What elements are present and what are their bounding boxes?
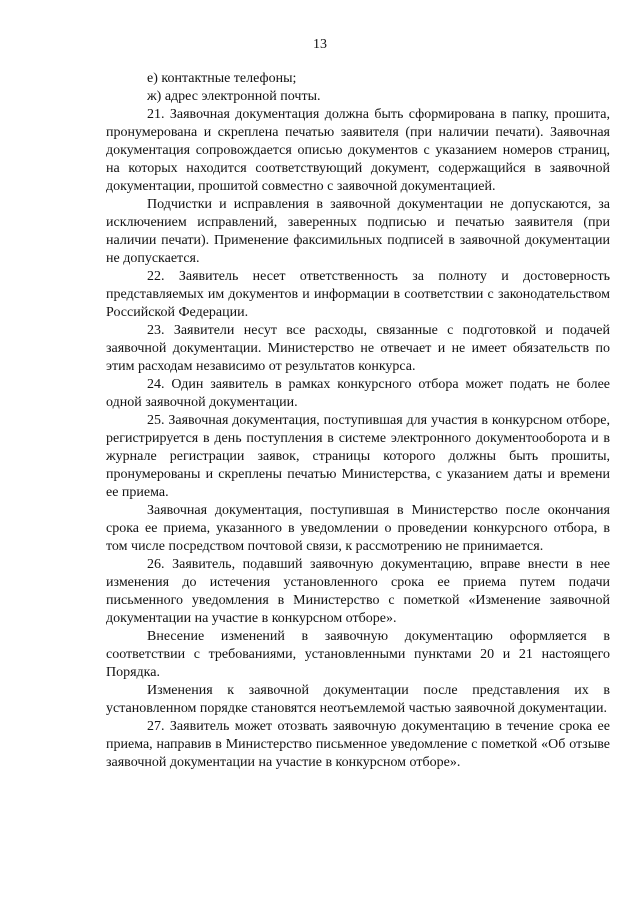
paragraph-26: 26. Заявитель, подавший заявочную документацию, вправе внести в нее изменения до истечения установленного срока ее приема путем подачи письменного уведомления в Министерство с пометкой «Изменение заявочной документации на участие в конкурсном отборе». [106,557,610,626]
document-body [106,70,610,772]
paragraph-item-e: е) контактные телефоны; [147,71,297,86]
paragraph-26-changes: Внесение изменений в заявочную документацию оформляется в соответствии с требованиями, установленными пунктами 20 и 21 настоящего Порядка. [106,629,610,680]
paragraph-26-integral: Изменения к заявочной документации после представления их в установленном порядке становятся неотъемлемой частью заявочной документации. [106,683,610,716]
paragraph-27: 27. Заявитель может отозвать заявочную документацию в течение срока ее приема, направив в Министерство письменное уведомление с пометкой «Об отзыве заявочной документации на участие в конкурсном отборе». [106,719,610,770]
paragraph-21-corrections: Подчистки и исправления в заявочной документации не допускаются, за исключением исправлений, заверенных подписью и печатью заявителя (при наличии печати). Применение факсимильных подписей в заявочной документации не допускается. [106,197,610,266]
paragraph-22: 22. Заявитель несет ответственность за полноту и достоверность представляемых им документов и информации в соответствии с законодательством Российской Федерации. [106,269,610,320]
page-number: 13 [313,37,327,52]
paragraph-item-zh: ж) адрес электронной почты. [147,89,321,104]
paragraph-24: 24. Один заявитель в рамках конкурсного отбора может подать не более одной заявочной документации. [106,377,610,410]
paragraph-21: 21. Заявочная документация должна быть сформирована в папку, прошита, пронумерована и скреплена печатью заявителя (при наличии печати). Заявочная документация сопровождается описью документов с указанием номеров страниц, на которых находится соответствующий документ, содержащийся в заявочной документации, прошитой совместно с заявочной документацией. [106,107,610,194]
paragraph-25: 25. Заявочная документация, поступившая для участия в конкурсном отборе, регистрируется в день поступления в системе электронного документооборота и в журнале регистрации заявок, страницы которого должны быть прошиты, пронумерованы и скреплены печатью Министерства, с указанием даты и времени ее приема. [106,413,610,500]
paragraph-23: 23. Заявители несут все расходы, связанные с подготовкой и подачей заявочной документации. Министерство не отвечает и не имеет обязательств по этим расходам независимо от результатов конкурса. [106,323,610,374]
paragraph-25-late: Заявочная документация, поступившая в Министерство после окончания срока ее приема, указанного в уведомлении о проведении конкурсного отбора, в том числе посредством почтовой связи, к рассмотрению не принимается. [106,503,610,554]
